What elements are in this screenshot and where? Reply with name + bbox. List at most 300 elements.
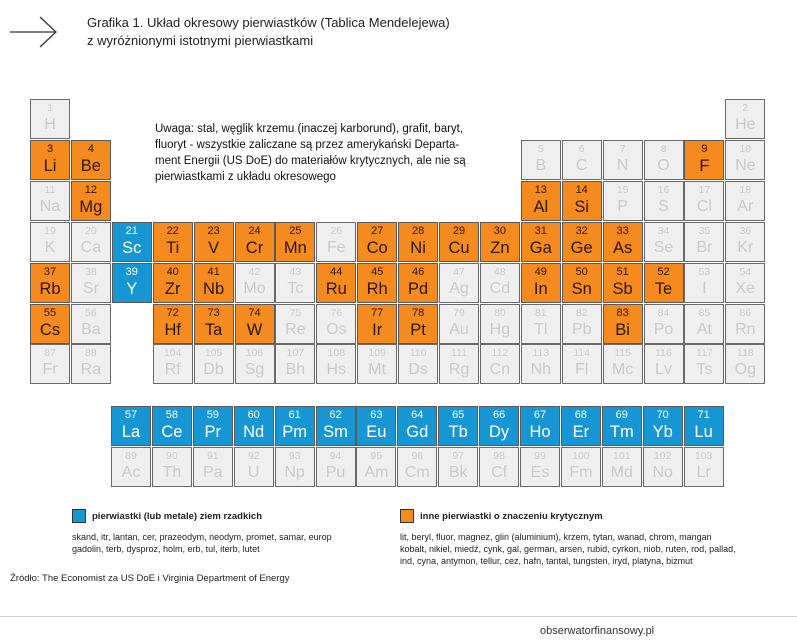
atomic-number: 7 xyxy=(619,142,626,155)
element-symbol: Mc xyxy=(611,361,634,379)
element-cell-si xyxy=(562,181,602,221)
element-cell-fe xyxy=(316,222,356,262)
element-cell-nb xyxy=(194,263,234,303)
element-cell-mo xyxy=(235,263,275,303)
element-cell-ba xyxy=(71,304,111,344)
element-cell-fm xyxy=(561,447,601,487)
element-symbol: Ag xyxy=(449,279,469,297)
element-symbol: Rb xyxy=(39,279,61,298)
element-symbol: Ne xyxy=(735,156,756,174)
element-cell-eu xyxy=(356,406,396,446)
element-symbol: Ta xyxy=(204,320,223,339)
atomic-number: 88 xyxy=(85,347,97,360)
element-cell-ag xyxy=(439,263,479,303)
atomic-number: 42 xyxy=(248,265,261,278)
atomic-number: 54 xyxy=(739,265,752,278)
element-symbol: Nh xyxy=(530,361,552,379)
element-cell-h xyxy=(30,99,70,139)
element-symbol: Rg xyxy=(448,361,470,379)
atomic-number: 16 xyxy=(657,183,670,196)
element-symbol: Es xyxy=(530,463,550,481)
element-symbol: Na xyxy=(39,197,61,215)
element-cell-es xyxy=(520,447,560,487)
element-symbol: Si xyxy=(574,197,590,216)
element-symbol: P xyxy=(617,197,628,215)
title-line-2: z wyróżnionymi istotnymi pierwiastkami xyxy=(87,33,314,48)
element-symbol: Ra xyxy=(80,361,102,379)
element-cell-cd xyxy=(480,263,520,303)
element-cell-md xyxy=(602,447,642,487)
atomic-number: 60 xyxy=(247,409,260,421)
legend-list-critical xyxy=(400,531,736,567)
atomic-number: 113 xyxy=(532,347,550,360)
element-symbol: Mn xyxy=(283,238,307,257)
atomic-number: 74 xyxy=(248,306,261,319)
element-symbol: As xyxy=(612,238,633,257)
atomic-number: 14 xyxy=(575,183,588,196)
element-symbol: Pa xyxy=(203,463,223,481)
legend-label-critical: inne pierwiastki o znaczeniu krytycznym xyxy=(420,511,603,522)
atomic-number: 46 xyxy=(411,265,425,278)
atomic-number: 35 xyxy=(698,224,711,237)
element-cell-y xyxy=(112,263,152,303)
element-cell-ca xyxy=(71,222,111,262)
element-cell-xe xyxy=(725,263,765,303)
atomic-number: 66 xyxy=(492,409,506,421)
atomic-number: 84 xyxy=(657,306,670,319)
element-symbol: Os xyxy=(326,320,347,338)
element-cell-pr xyxy=(193,406,233,446)
element-cell-nh xyxy=(521,344,561,384)
element-symbol: Sg xyxy=(244,361,265,379)
element-symbol: O xyxy=(657,156,670,174)
element-symbol: Mo xyxy=(243,279,266,297)
atomic-number: 44 xyxy=(330,265,343,278)
note-line: ment Energii (US DoE) do materiałów krytycznych, ale nie są xyxy=(155,155,466,167)
element-symbol: Sn xyxy=(571,279,592,298)
element-symbol: W xyxy=(246,320,263,339)
element-cell-na xyxy=(30,181,70,221)
element-symbol: Ga xyxy=(529,238,552,257)
element-symbol: Db xyxy=(203,361,224,379)
element-cell-nd xyxy=(234,406,274,446)
element-symbol: Ar xyxy=(737,197,754,215)
element-cell-tb xyxy=(438,406,478,446)
element-cell-pb xyxy=(562,304,602,344)
figure-title xyxy=(87,14,450,50)
element-symbol: Pd xyxy=(408,279,429,298)
atomic-number: 25 xyxy=(289,224,302,237)
legend-list-line: kobalt, nikiel, miedź, cynk, gal, german, arsen, rubid, cyrkon, niob, ruten, rod, pallad, xyxy=(400,544,736,554)
element-cell-ra xyxy=(71,344,111,384)
atomic-number: 21 xyxy=(125,224,138,237)
atomic-number: 38 xyxy=(85,265,97,278)
element-symbol: Tb xyxy=(448,423,468,441)
atomic-number: 12 xyxy=(84,183,98,196)
note-line: Uwaga: stal, węglik krzemu (inaczej karborund), grafit, baryt, xyxy=(155,123,464,135)
element-cell-np xyxy=(275,447,315,487)
element-cell-bk xyxy=(438,447,478,487)
element-cell-kr xyxy=(725,222,765,262)
atomic-number: 101 xyxy=(613,449,631,462)
element-cell-in xyxy=(521,263,561,303)
element-symbol: Cs xyxy=(39,320,61,339)
element-cell-ts xyxy=(684,344,724,384)
atomic-number: 93 xyxy=(288,449,301,462)
element-cell-ge xyxy=(562,222,602,262)
element-cell-ru xyxy=(316,263,356,303)
element-symbol: Bh xyxy=(285,361,306,379)
element-symbol: Kr xyxy=(737,238,754,256)
element-cell-sc xyxy=(112,222,152,262)
element-symbol: Br xyxy=(696,238,713,256)
element-cell-tl xyxy=(521,304,561,344)
element-symbol: V xyxy=(208,238,220,257)
element-cell-mc xyxy=(603,344,643,384)
element-symbol: Cn xyxy=(489,361,511,379)
element-cell-tm xyxy=(602,406,642,446)
atomic-number: 10 xyxy=(739,142,752,155)
element-symbol: Ce xyxy=(161,423,183,441)
element-cell-hs xyxy=(316,344,356,384)
lanthanide-actinide-series xyxy=(111,406,767,487)
element-cell-f xyxy=(684,140,724,180)
element-cell-p xyxy=(603,181,643,221)
element-cell-s xyxy=(644,181,684,221)
atomic-number: 81 xyxy=(534,306,547,319)
element-symbol: Ti xyxy=(166,238,180,257)
element-symbol: Ru xyxy=(325,279,347,298)
element-cell-cu xyxy=(439,222,479,262)
element-symbol: Fl xyxy=(575,361,589,379)
element-cell-o xyxy=(644,140,684,180)
element-symbol: Ds xyxy=(408,361,428,379)
element-symbol: Lv xyxy=(655,361,672,379)
atomic-number: 89 xyxy=(125,449,137,462)
atomic-number: 52 xyxy=(657,265,670,278)
atomic-number: 34 xyxy=(657,224,670,237)
atomic-number: 40 xyxy=(166,265,179,278)
source-note: Źródło: The Economist za US DoE i Virginia Department of Energy xyxy=(10,573,290,584)
element-symbol: Te xyxy=(654,279,673,298)
element-symbol: U xyxy=(247,463,260,481)
element-symbol: Fe xyxy=(326,238,346,256)
atomic-number: 100 xyxy=(572,449,590,462)
legend-list-line: gadolin, terb, dysproz, holm, erb, tul, iterb, lutet xyxy=(72,544,260,554)
element-symbol: Er xyxy=(572,423,590,441)
element-cell-k xyxy=(30,222,70,262)
atomic-number: 92 xyxy=(247,449,260,462)
legend-label-rare-earth: pierwiastki (lub metale) ziem rzadkich xyxy=(92,511,262,522)
element-symbol: Pb xyxy=(571,320,592,338)
element-cell-no xyxy=(643,447,683,487)
element-cell-b xyxy=(521,140,561,180)
element-cell-os xyxy=(316,304,356,344)
element-cell-sn xyxy=(562,263,602,303)
element-symbol: Rh xyxy=(366,279,388,298)
element-cell-as xyxy=(603,222,643,262)
atomic-number: 9 xyxy=(701,142,708,155)
element-cell-cn xyxy=(480,344,520,384)
element-symbol: Sm xyxy=(323,423,348,441)
element-cell-ir xyxy=(357,304,397,344)
element-cell-v xyxy=(194,222,234,262)
atomic-number: 71 xyxy=(697,409,710,421)
element-symbol: Zn xyxy=(490,238,510,257)
element-cell-er xyxy=(561,406,601,446)
atomic-number: 33 xyxy=(616,224,629,237)
element-cell-mt xyxy=(357,344,397,384)
element-symbol: Re xyxy=(285,320,306,338)
element-symbol: N xyxy=(616,156,629,174)
element-cell-al xyxy=(521,181,561,221)
element-cell-cs xyxy=(30,304,70,344)
right-arrow-icon xyxy=(8,14,60,50)
atomic-number: 43 xyxy=(289,265,302,278)
atomic-number: 106 xyxy=(245,347,264,360)
element-symbol: Yb xyxy=(652,423,673,441)
element-cell-he xyxy=(725,99,765,139)
element-cell-rg xyxy=(439,344,479,384)
legend-list-line: skand, itr, lantan, cer, prazeodym, neodym, promet, samar, europ xyxy=(72,532,332,542)
element-symbol: Li xyxy=(43,156,57,175)
atomic-number: 96 xyxy=(411,449,424,462)
element-cell-zr xyxy=(153,263,193,303)
atomic-number: 117 xyxy=(696,347,713,360)
atomic-number: 102 xyxy=(653,449,672,462)
element-symbol: Ac xyxy=(121,463,141,481)
footer-site: obserwatorfinansowy.pl xyxy=(540,625,655,637)
element-cell-co xyxy=(357,222,397,262)
atomic-number: 26 xyxy=(330,224,343,237)
atomic-number: 41 xyxy=(207,265,220,278)
atomic-number: 1 xyxy=(47,102,53,114)
element-symbol: Ni xyxy=(410,238,426,257)
element-symbol: Ge xyxy=(570,238,593,257)
element-cell-pm xyxy=(275,406,315,446)
atomic-number: 58 xyxy=(165,409,179,421)
element-cell-rh xyxy=(357,263,397,303)
atomic-number: 28 xyxy=(411,224,425,237)
atomic-number: 68 xyxy=(574,409,588,421)
element-cell-og xyxy=(725,344,765,384)
element-cell-mg xyxy=(71,181,111,221)
element-cell-rn xyxy=(725,304,765,344)
element-symbol: I xyxy=(702,279,707,297)
element-cell-lr xyxy=(684,447,724,487)
element-cell-pt xyxy=(398,304,438,344)
element-symbol: Gd xyxy=(406,423,429,441)
element-cell-th xyxy=(152,447,192,487)
atomic-number: 109 xyxy=(368,347,386,360)
element-symbol: Fr xyxy=(42,361,58,379)
element-cell-pa xyxy=(193,447,233,487)
element-symbol: Cr xyxy=(245,238,264,257)
atomic-number: 59 xyxy=(206,409,219,421)
note-line: pierwiastkami z układu okresowego xyxy=(155,171,336,183)
atomic-number: 45 xyxy=(371,265,384,278)
element-symbol: Cl xyxy=(696,197,712,215)
element-symbol: Zr xyxy=(164,279,181,298)
atomic-number: 56 xyxy=(85,306,97,319)
element-symbol: K xyxy=(44,238,56,256)
element-cell-am xyxy=(356,447,396,487)
atomic-number: 51 xyxy=(616,265,629,278)
atomic-number: 87 xyxy=(44,347,56,360)
element-symbol: Ca xyxy=(80,238,102,256)
element-symbol: Am xyxy=(364,463,389,481)
atomic-number: 72 xyxy=(166,306,179,319)
atomic-number: 70 xyxy=(656,409,669,421)
element-cell-bi xyxy=(603,304,643,344)
element-symbol: Be xyxy=(80,156,101,175)
legend-swatch-critical xyxy=(400,509,414,523)
element-symbol: Cm xyxy=(404,463,430,481)
element-symbol: Mt xyxy=(368,361,387,379)
atomic-number: 78 xyxy=(411,306,425,319)
atomic-number: 50 xyxy=(575,265,588,278)
element-cell-cm xyxy=(397,447,437,487)
element-symbol: Ts xyxy=(696,361,713,379)
element-symbol: Cd xyxy=(489,279,511,297)
atomic-number: 97 xyxy=(452,449,465,462)
element-symbol: Lu xyxy=(694,423,713,441)
element-symbol: Tl xyxy=(534,320,548,338)
element-symbol: No xyxy=(652,463,673,481)
element-symbol: Np xyxy=(284,463,305,481)
atomic-number: 13 xyxy=(534,183,547,196)
element-symbol: La xyxy=(121,423,141,441)
element-cell-at xyxy=(684,304,724,344)
atomic-number: 107 xyxy=(286,347,305,360)
element-cell-cl xyxy=(684,181,724,221)
atomic-number: 11 xyxy=(44,183,56,196)
atomic-number: 57 xyxy=(124,409,138,421)
element-symbol: Og xyxy=(734,361,756,379)
element-cell-yb xyxy=(643,406,683,446)
atomic-number: 20 xyxy=(85,224,97,237)
element-cell-db xyxy=(194,344,234,384)
title-line-1: Grafika 1. Układ okresowy pierwiastków (Tablica Mendelejewa) xyxy=(87,15,450,30)
element-symbol: He xyxy=(735,116,756,133)
element-symbol: H xyxy=(44,116,56,133)
element-symbol: Nb xyxy=(203,279,225,298)
element-symbol: Po xyxy=(653,320,674,338)
atomic-number: 75 xyxy=(289,306,302,319)
footer-divider xyxy=(0,616,797,617)
legend-swatch-rare-earth xyxy=(72,509,86,523)
atomic-number: 80 xyxy=(494,306,506,319)
atomic-number: 23 xyxy=(207,224,220,237)
element-symbol: Se xyxy=(653,238,674,256)
atomic-number: 108 xyxy=(327,347,346,360)
element-cell-la xyxy=(111,406,151,446)
element-cell-pu xyxy=(316,447,356,487)
element-cell-ce xyxy=(152,406,192,446)
element-cell-mn xyxy=(275,222,315,262)
atomic-number: 82 xyxy=(575,306,588,319)
element-cell-fl xyxy=(562,344,602,384)
element-cell-fr xyxy=(30,344,70,384)
atomic-number: 55 xyxy=(43,306,57,319)
element-symbol: Tc xyxy=(287,279,304,297)
element-symbol: Co xyxy=(366,238,388,257)
element-symbol: S xyxy=(658,197,669,215)
element-symbol: Cu xyxy=(448,238,470,257)
element-symbol: Sb xyxy=(612,279,633,298)
note-line: fluoryt - wszystkie zaliczane są przez amerykański Departa- xyxy=(155,139,460,151)
element-cell-u xyxy=(234,447,274,487)
atomic-number: 6 xyxy=(578,142,585,155)
element-cell-ta xyxy=(194,304,234,344)
atomic-number: 5 xyxy=(537,142,544,155)
element-cell-ga xyxy=(521,222,561,262)
element-cell-ni xyxy=(398,222,438,262)
atomic-number: 24 xyxy=(248,224,261,237)
element-symbol: Pu xyxy=(325,463,346,481)
element-cell-zn xyxy=(480,222,520,262)
element-symbol: Sc xyxy=(122,238,142,257)
atomic-number: 49 xyxy=(534,265,547,278)
atomic-number: 99 xyxy=(534,449,546,462)
atomic-number: 118 xyxy=(736,347,754,360)
element-cell-ho xyxy=(520,406,560,446)
atomic-number: 3 xyxy=(46,142,54,155)
element-symbol: Hs xyxy=(326,361,347,379)
atomic-number: 36 xyxy=(739,224,752,237)
atomic-number: 32 xyxy=(575,224,588,237)
element-symbol: Ir xyxy=(372,320,383,339)
atomic-number: 111 xyxy=(451,347,467,360)
element-cell-ne xyxy=(725,140,765,180)
atomic-number: 90 xyxy=(166,449,178,462)
element-symbol: Th xyxy=(162,463,182,481)
atomic-number: 37 xyxy=(43,265,57,278)
element-cell-n xyxy=(603,140,643,180)
element-cell-tc xyxy=(275,263,315,303)
element-cell-rf xyxy=(153,344,193,384)
legend-list-line: ind, cyna, antymon, tellur, cez, hafn, tantal, tungsten, iryd, platyna, bizmut xyxy=(400,556,693,566)
atomic-number: 29 xyxy=(452,224,466,237)
atomic-number: 76 xyxy=(330,306,343,319)
element-cell-pd xyxy=(398,263,438,303)
atomic-number: 104 xyxy=(163,347,182,360)
atomic-number: 31 xyxy=(534,224,547,237)
element-cell-te xyxy=(644,263,684,303)
element-symbol: Hf xyxy=(164,320,181,339)
atomic-number: 61 xyxy=(288,409,301,421)
atomic-number: 73 xyxy=(207,306,220,319)
element-symbol: Md xyxy=(610,463,633,481)
atomic-number: 91 xyxy=(206,449,219,462)
legend-list-rare-earth xyxy=(72,531,332,555)
element-symbol: F xyxy=(699,156,710,175)
element-symbol: In xyxy=(533,279,548,298)
element-cell-ar xyxy=(725,181,765,221)
element-symbol: Ho xyxy=(529,423,551,441)
element-symbol: Tm xyxy=(609,423,634,441)
atomic-number: 15 xyxy=(616,183,629,196)
element-symbol: Bi xyxy=(615,320,630,339)
element-symbol: Sr xyxy=(82,279,99,297)
element-cell-rb xyxy=(30,263,70,303)
element-symbol: Fm xyxy=(569,463,593,481)
element-symbol: Pt xyxy=(410,320,426,339)
atomic-number: 105 xyxy=(204,347,223,360)
atomic-number: 8 xyxy=(660,142,667,155)
atomic-number: 83 xyxy=(616,306,629,319)
element-cell-w xyxy=(235,304,275,344)
